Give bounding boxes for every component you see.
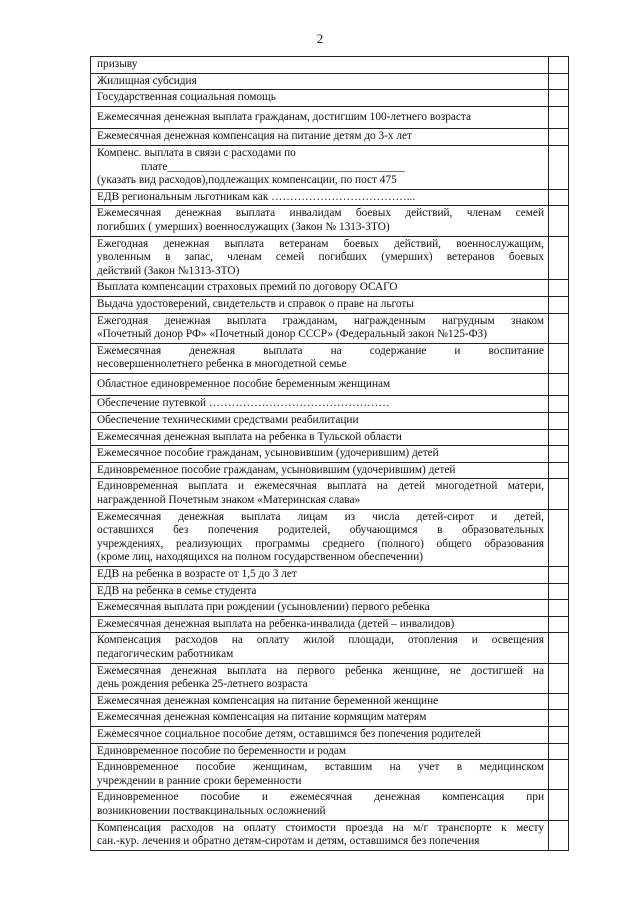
mark-cell[interactable] — [549, 90, 569, 107]
page-number: 2 — [316, 31, 324, 46]
benefit-name-line: ЕДВ на ребенка в возрасте от 1,5 до 3 лет — [97, 568, 297, 580]
benefit-name-line: Обеспечение путевкой ………………………………………… — [97, 397, 390, 410]
benefit-name-cell — [91, 206, 549, 236]
benefit-name-line: оставшихся без попечения родителей, обучающимся в образовательных — [97, 524, 544, 537]
benefit-name-cell — [91, 633, 549, 663]
benefit-name-line: сан.-кур. лечения и обратно детям-сиротам и детям, оставшимся без попечения — [97, 835, 480, 848]
table-row — [91, 726, 569, 743]
benefit-name-line: Ежемесячная выплата при рождении (усыновлении) первого ребенка — [97, 601, 430, 614]
benefit-name-line: Ежегодная денежная выплата гражданам, награжденным нагрудным знаком — [97, 314, 544, 327]
benefit-name-cell — [91, 509, 549, 566]
benefit-name-cell — [91, 446, 549, 463]
benefit-name-line: Жилищная субсидия — [97, 74, 197, 87]
mark-cell[interactable] — [549, 600, 569, 617]
table-row — [91, 600, 569, 617]
mark-cell[interactable] — [549, 145, 569, 189]
benefit-name-cell — [91, 790, 549, 820]
benefit-name-cell — [91, 743, 549, 760]
benefit-name-cell — [91, 710, 549, 727]
benefit-name-line: Ежемесячная денежная компенсация на питание детям до 3-х лет — [97, 130, 412, 143]
mark-cell[interactable] — [549, 296, 569, 313]
table-row — [91, 710, 569, 727]
benefit-name-line: Единовременное пособие по беременности и родам — [97, 744, 347, 757]
mark-cell[interactable] — [549, 710, 569, 727]
table-row — [91, 280, 569, 297]
benefit-name-cell — [91, 343, 549, 373]
table-row — [91, 373, 569, 396]
mark-cell[interactable] — [549, 446, 569, 463]
benefit-name-line: призыву — [97, 58, 138, 70]
table-row — [91, 90, 569, 107]
mark-cell[interactable] — [549, 313, 569, 343]
benefit-name-line: учреждениях, реализующих программы среднего (полного) общего образования — [97, 537, 544, 550]
benefit-name-line: Ежемесячное пособие гражданам, усыновившим (удочерившим) детей — [97, 447, 439, 460]
benefit-name-cell — [91, 820, 549, 850]
benefit-name-line: Ежемесячная денежная выплата на содержание и воспитание — [97, 344, 544, 357]
mark-cell[interactable] — [549, 509, 569, 566]
benefit-name-cell — [91, 693, 549, 710]
benefit-name-line: награжденной Почетным знаком «Материнская слава» — [97, 494, 361, 507]
table-row — [91, 343, 569, 373]
table-row — [91, 57, 569, 74]
table-row — [91, 567, 569, 584]
benefit-name-line: Компенсация расходов на оплату стоимости проезда на м/г транспорте к месту — [97, 821, 544, 834]
benefit-name-cell — [91, 726, 549, 743]
benefit-name-line: плате__________________________________________ — [141, 160, 405, 173]
benefit-name-cell — [91, 600, 549, 617]
benefit-name-cell — [91, 129, 549, 146]
mark-cell[interactable] — [549, 726, 569, 743]
table-row — [91, 73, 569, 90]
table-row — [91, 760, 569, 790]
benefit-name-cell — [91, 663, 549, 693]
benefit-name-line: Ежемесячная денежная выплата гражданам, достигшим 100-летнего возраста — [97, 110, 471, 123]
benefit-name-cell — [91, 73, 549, 90]
benefit-name-cell — [91, 296, 549, 313]
benefit-name-line: ЕДВ региональным льготникам как ………………………………... — [97, 190, 416, 203]
table-row — [91, 663, 569, 693]
benefit-name-line: Ежемесячная денежная компенсация на питание беременной женщине — [97, 694, 439, 707]
benefit-name-line: Единовременная выплата и ежемесячная выплата на детей многодетной матери, — [97, 480, 544, 493]
benefit-name-line: Ежемесячная денежная выплата лицам из числа детей-сирот и детей, — [97, 510, 544, 523]
benefit-name-cell — [91, 413, 549, 430]
table-row — [91, 429, 569, 446]
table-row — [91, 206, 569, 236]
benefit-name-cell — [91, 57, 549, 74]
mark-cell[interactable] — [549, 429, 569, 446]
mark-cell[interactable] — [549, 567, 569, 584]
benefit-name-cell — [91, 429, 549, 446]
benefit-name-line: «Почетный донор РФ» «Почетный донор СССР» (Федеральный закон №125-ФЗ) — [97, 328, 487, 341]
benefit-name-line: Компенс. выплата в связи с расходами по — [97, 146, 296, 159]
benefit-name-line: ЕДВ на ребенка в семье студента — [97, 584, 257, 597]
benefits-table-body — [91, 57, 569, 851]
mark-cell[interactable] — [549, 189, 569, 206]
benefit-name-cell — [91, 616, 549, 633]
benefit-name-line: Ежемесячная денежная выплата на первого ребенка женщине, не достигшей на — [97, 664, 544, 677]
benefit-name-cell — [91, 760, 549, 790]
benefits-table — [90, 56, 569, 851]
benefit-name-line: возникновении поствакцинальных осложнений — [97, 804, 326, 817]
mark-cell[interactable] — [549, 693, 569, 710]
mark-cell[interactable] — [549, 206, 569, 236]
table-row — [91, 189, 569, 206]
benefit-name-line: Ежемесячная денежная выплата на ребенка-инвалида (детей – инвалидов) — [97, 617, 455, 630]
benefit-name-line: Единовременное пособие гражданам, усыновившим (удочерившим) детей — [97, 463, 456, 476]
table-row — [91, 129, 569, 146]
table-row — [91, 633, 569, 663]
mark-cell[interactable] — [549, 129, 569, 146]
mark-cell[interactable] — [549, 616, 569, 633]
benefit-name-line: Единовременное пособие и ежемесячная денежная компенсация при — [97, 791, 544, 804]
mark-cell[interactable] — [549, 479, 569, 509]
benefit-name-cell — [91, 106, 549, 129]
table-row — [91, 236, 569, 280]
benefit-name-line: Ежегодная денежная выплата ветеранам боевых действий, военнослужащим, — [97, 237, 544, 250]
benefit-name-cell — [91, 567, 549, 584]
benefit-name-line: действий (Закон №1313-ЗТО) — [97, 264, 240, 277]
table-row — [91, 743, 569, 760]
table-row — [91, 509, 569, 566]
benefit-name-line: Единовременное пособие женщинам, вставшим на учет в медицинском — [97, 761, 544, 774]
mark-cell[interactable] — [549, 583, 569, 600]
mark-cell[interactable] — [549, 236, 569, 280]
benefit-name-cell — [91, 189, 549, 206]
benefit-name-line: Обеспечение техническими средствами реабилитации — [97, 414, 359, 427]
benefit-name-line: (кроме лиц, находящихся на полном государственном обеспечении) — [97, 551, 424, 564]
mark-cell[interactable] — [549, 760, 569, 790]
table-row — [91, 145, 569, 189]
benefit-name-cell — [91, 90, 549, 107]
benefit-name-line: Ежемесячная денежная выплата инвалидам боевых действий, членам семей — [97, 207, 544, 220]
table-row — [91, 479, 569, 509]
table-row — [91, 820, 569, 850]
table-row — [91, 446, 569, 463]
mark-cell[interactable] — [549, 106, 569, 129]
mark-cell[interactable] — [549, 820, 569, 850]
benefit-name-cell — [91, 280, 549, 297]
benefit-name-cell — [91, 396, 549, 413]
table-row — [91, 462, 569, 479]
table-row — [91, 313, 569, 343]
mark-cell[interactable] — [549, 343, 569, 373]
benefit-name-line: учреждении в ранние сроки беременности — [97, 774, 302, 787]
benefit-name-line: Государственная социальная помощь — [97, 91, 276, 104]
benefit-name-cell — [91, 373, 549, 396]
benefit-name-cell — [91, 479, 549, 509]
benefit-name-line: Ежемесячная денежная выплата на ребенка в Тульской области — [97, 430, 402, 443]
benefit-name-line: погибших ( умерших) военнослужащих (Закон № 1313-ЗТО) — [97, 220, 390, 233]
mark-cell[interactable] — [549, 663, 569, 693]
mark-cell[interactable] — [549, 790, 569, 820]
benefit-name-cell — [91, 236, 549, 280]
table-row — [91, 396, 569, 413]
mark-cell[interactable] — [549, 373, 569, 396]
mark-cell[interactable] — [549, 413, 569, 430]
table-row — [91, 583, 569, 600]
benefit-name-cell — [91, 145, 549, 189]
table-row — [91, 616, 569, 633]
table-row — [91, 693, 569, 710]
benefit-name-line: день рождения ребенка 25-летнего возраста — [97, 678, 308, 691]
benefit-name-cell — [91, 462, 549, 479]
benefit-name-line: (указать вид расходов),подлежащих компенсации, по пост 475 — [97, 174, 397, 187]
benefit-name-cell — [91, 313, 549, 343]
mark-cell[interactable] — [549, 743, 569, 760]
mark-cell[interactable] — [549, 633, 569, 663]
mark-cell[interactable] — [549, 57, 569, 74]
benefit-name-line: Выплата компенсации страховых премий по договору ОСАГО — [97, 281, 398, 294]
mark-cell[interactable] — [549, 396, 569, 413]
benefit-name-line: Ежемесячная денежная компенсация на питание кормящим матерям — [97, 711, 427, 724]
benefit-name-line: несовершеннолетнего ребенка в многодетной семье — [97, 358, 347, 371]
table-row — [91, 413, 569, 430]
benefit-name-line: Компенсация расходов на оплату жилой площади, отопления и освещения — [97, 634, 544, 647]
benefit-name-line: Областное единовременное пособие беременным женщинам — [97, 377, 391, 390]
table-row — [91, 106, 569, 129]
mark-cell[interactable] — [549, 280, 569, 297]
benefit-name-line: педагогическим работникам — [97, 647, 234, 660]
benefit-name-cell — [91, 583, 549, 600]
benefit-name-line: уволенным в запас, членам семей погибших (умерших) ветеранов боевых — [97, 251, 544, 264]
table-row — [91, 790, 569, 820]
benefit-name-line: Ежемесячное социальное пособие детям, оставшимся без попечения родителей — [97, 727, 481, 740]
mark-cell[interactable] — [549, 73, 569, 90]
mark-cell[interactable] — [549, 462, 569, 479]
table-row — [91, 296, 569, 313]
benefit-name-line: Выдача удостоверений, свидетельств и справок о праве на льготы — [97, 297, 414, 310]
